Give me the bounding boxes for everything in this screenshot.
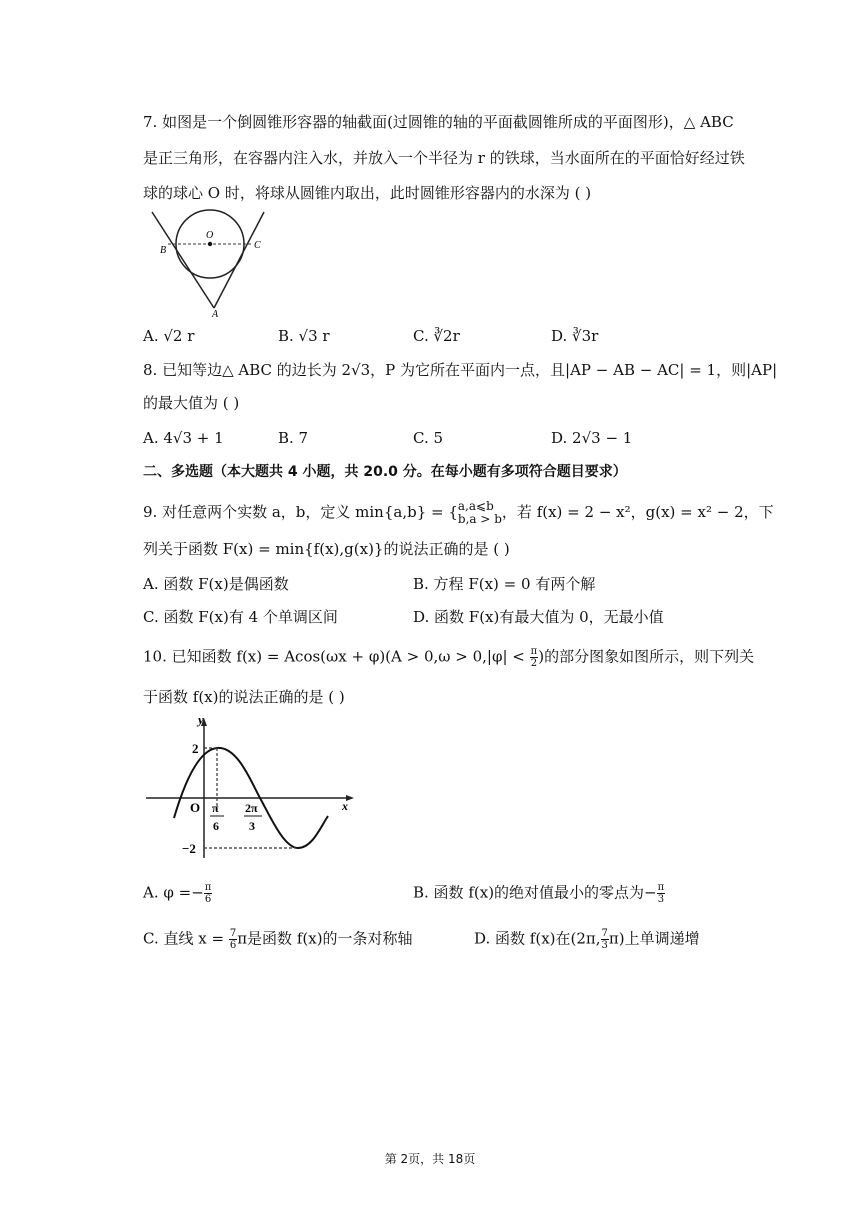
q10-b-text: B. 函数 f(x)的绝对值最小的零点为− (413, 883, 657, 902)
q10-stem-line2: 于函数 f(x)的说法正确的是 ( ) (143, 688, 345, 706)
q10-a-frac (204, 882, 213, 905)
cosine-graph-figure (140, 712, 365, 862)
label-o: O (206, 230, 214, 241)
q10-c-text-end: π是函数 f(x)的一条对称轴 (237, 929, 413, 948)
label-pi-over-6-den: 6 (213, 819, 219, 833)
frac-den: 2 (530, 658, 538, 669)
q9-piecewise (458, 500, 502, 526)
frac-den: 3 (601, 940, 608, 951)
q10-stem-line1 (143, 646, 754, 669)
q9-line1-end: ，若 f(x) = 2 − x²，g(x) = x² − 2，下 (501, 503, 774, 521)
label-c: C (254, 240, 261, 251)
q10-c-text: C. 直线 x = (143, 929, 225, 948)
sphere-center-point (208, 242, 212, 246)
frac-num: π (204, 882, 212, 893)
q8-option-d: D. 2√3 − 1 (551, 429, 633, 447)
q10-option-b (413, 882, 665, 905)
label-x: x (342, 799, 348, 813)
q9-piece-bottom: b,a > b (457, 512, 502, 526)
frac-num: π (657, 882, 665, 893)
q10-d-text: D. 函数 f(x)在(2π, (474, 929, 601, 948)
q10-option-d (474, 928, 700, 951)
label-2pi-over-3-den: 3 (249, 819, 255, 833)
q8-stem-line1: 8. 已知等边△ ABC 的边长为 2√3，P 为它所在平面内一点，且|AP − AB − AC| = 1，则|AP| (143, 361, 778, 379)
label-pi-over-6-num: π (212, 801, 219, 815)
q7-stem-line2: 是正三角形，在容器内注入水，并放入一个半径为 r 的铁球，当水面所在的平面恰好经过铁 (143, 149, 745, 167)
q10-d-frac (601, 928, 609, 951)
q9-option-c: C. 函数 F(x)有 4 个单调区间 (143, 608, 338, 626)
label-origin: O (190, 800, 201, 815)
q7-option-d: D. ∛3r (551, 327, 599, 345)
q9-line1-start: 9. 对任意两个实数 a，b，定义 min{a,b} = { (143, 503, 458, 521)
label-min-neg2: −2 (182, 841, 196, 856)
q9-option-a: A. 函数 F(x)是偶函数 (143, 575, 289, 593)
q8-stem-line2: 的最大值为 ( ) (143, 394, 240, 412)
cone-left-side (152, 212, 214, 308)
q10-option-a (143, 882, 212, 905)
q10-c-frac (229, 928, 237, 951)
section-2-heading: 二、多选题（本大题共 4 小题，共 20.0 分。在每小题有多项符合题目要求） (143, 464, 627, 480)
label-2pi-over-3-num: 2π (245, 801, 258, 815)
frac-num: π (530, 646, 538, 657)
q7-option-a: A. √2 r (143, 327, 195, 345)
q8-option-c: C. 5 (413, 429, 444, 447)
label-b: B (160, 245, 167, 256)
q7-stem-line1: 7. 如图是一个倒圆锥形容器的轴截面(过圆锥的轴的平面截圆锥所成的平面图形)，△ ABC (143, 113, 734, 131)
q7-stem-line3: 球的球心 O 时，将球从圆锥内取出，此时圆锥形容器内的水深为 ( ) (143, 184, 592, 202)
frac-den: 3 (657, 894, 665, 905)
q7-option-b: B. √3 r (278, 327, 330, 345)
page-footer: 第 2页，共 18页 (384, 1152, 476, 1166)
q9-piece-top: a,a⩽b (457, 499, 494, 513)
q10-option-c (143, 928, 413, 951)
frac-num: 7 (601, 928, 608, 939)
q10-line1-start: 10. 已知函数 f(x) = Acos(ωx + φ)(A > 0,ω > 0,|φ| < (143, 647, 525, 666)
q9-option-b: B. 方程 F(x) = 0 有两个解 (413, 575, 596, 593)
q9-stem-line1 (143, 500, 774, 526)
frac-num: 7 (229, 928, 237, 939)
frac-den: 6 (204, 894, 212, 905)
q7-option-c: C. ∛2r (413, 327, 460, 345)
q10-b-frac (657, 882, 666, 905)
q9-option-d: D. 函数 F(x)有最大值为 0，无最小值 (413, 608, 664, 626)
label-a: A (212, 309, 219, 318)
q8-option-a: A. 4√3 + 1 (143, 429, 224, 447)
q10-d-text-end: π)上单调递增 (608, 929, 700, 948)
label-max-2: 2 (192, 741, 199, 756)
label-y: y (198, 712, 204, 727)
q10-frac-pi-2 (530, 646, 539, 669)
q9-stem-line2: 列关于函数 F(x) = min{f(x),g(x)}的说法正确的是 ( ) (143, 540, 510, 558)
frac-den: 6 (229, 940, 237, 951)
q10-line1-end: )的部分图象如图所示，则下列关 (538, 647, 755, 666)
q10-a-text: A. φ =− (143, 883, 204, 902)
cone-figure (140, 208, 270, 318)
q8-option-b: B. 7 (278, 429, 309, 447)
